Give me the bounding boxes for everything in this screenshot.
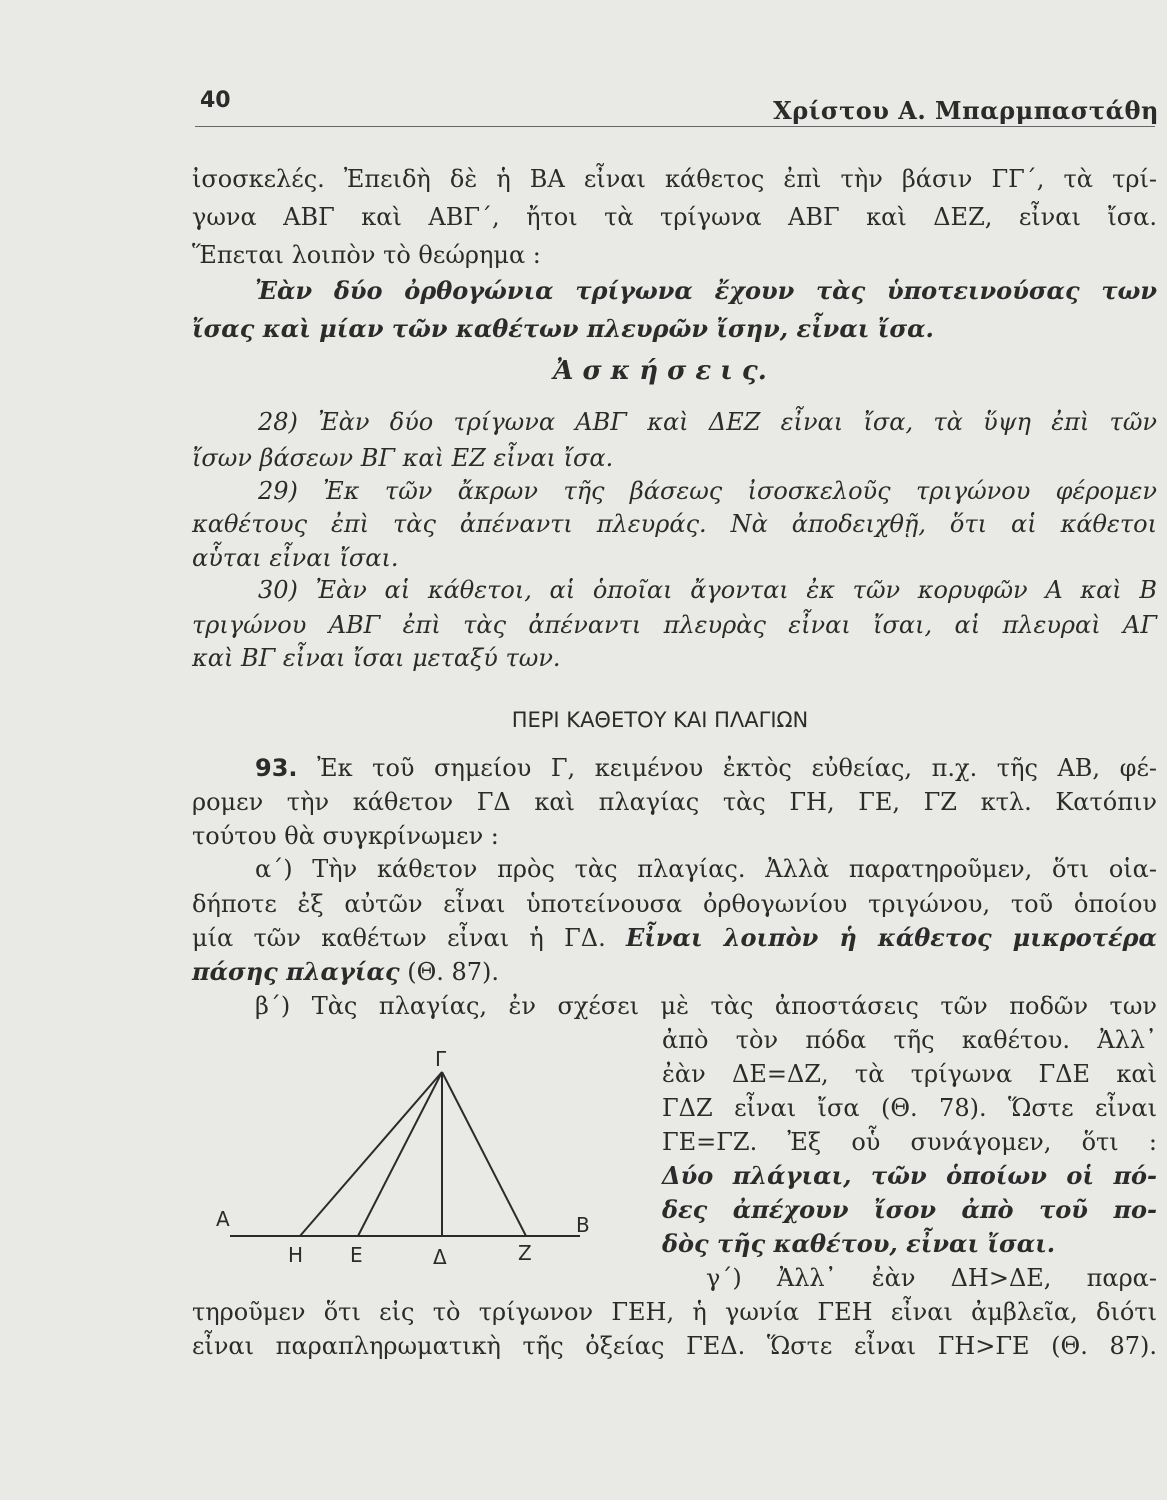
- emphasis-line: δες ἀπέχουν ἴσον ἀπὸ τοῦ πο-: [662, 1195, 1157, 1224]
- emphasis-line: Δύο πλάγιαι, τῶν ὁποίων οἱ πό-: [662, 1161, 1157, 1190]
- exercise-line: 30) Ἐὰν αἱ κάθετοι, αἱ ὁποῖαι ἄγονται ἐκ τῶν κορυφῶν Α καὶ Β: [258, 576, 1157, 604]
- para-line: ΓΔΖ εἶναι ἴσα (Θ. 78). Ὥστε εἶναι: [662, 1094, 1157, 1122]
- exercise-line: καθέτους ἐπὶ τὰς ἀπέναντι πλευράς. Νὰ ἀποδειχθῇ, ὅτι αἱ κάθετοι: [192, 510, 1157, 538]
- theorem-line: ἴσας καὶ μίαν τῶν καθέτων πλευρῶν ἴσην, εἶναι ἴσα.: [192, 314, 934, 343]
- exercise-line: τριγώνου ΑΒΓ ἐπὶ τὰς ἀπέναντι πλευρὰς εἶναι ἴσαι, αἱ πλευραὶ ΑΓ: [192, 611, 1157, 639]
- running-title: Χρίστου Α. Μπαρμπαστάθη: [773, 96, 1159, 125]
- para-line: γ΄) Ἀλλ᾽ ἐὰν ΔΗ>ΔΕ, παρα-: [706, 1264, 1157, 1292]
- section-heading: ΠΕΡΙ ΚΑΘΕΤΟΥ ΚΑΙ ΠΛΑΓΙΩΝ: [511, 708, 809, 732]
- para-line: ΓΕ=ΓΖ. Ἐξ οὗ συνάγομεν, ὅτι :: [662, 1128, 1157, 1156]
- label-B: Β: [576, 1213, 590, 1237]
- para-line: ρομεν τὴν κάθετον ΓΔ καὶ πλαγίας τὰς ΓΗ, ΓΕ, ΓΖ κτλ. Κατόπιν: [192, 788, 1157, 816]
- emphasis-text: πάσης πλαγίας: [192, 957, 400, 986]
- para-line: ἀπὸ τὸν πόδα τῆς καθέτου. Ἀλλ᾽: [662, 1026, 1157, 1054]
- label-Z: Ζ: [518, 1241, 532, 1265]
- label-A: Α: [216, 1207, 230, 1231]
- para-line: ἐὰν ΔΕ=ΔΖ, τὰ τρίγωνα ΓΔΕ καὶ: [662, 1060, 1157, 1088]
- theorem-line: Ἐὰν δύο ὀρθογώνια τρίγωνα ἔχουν τὰς ὑποτεινούσας των: [255, 276, 1157, 305]
- exercises-title: Ἀ σ κ ή σ ε ι ς.: [553, 356, 767, 386]
- label-H: Η: [288, 1243, 304, 1267]
- emphasis-text: Εἶναι λοιπὸν ἡ κάθετος μικροτέρα: [626, 923, 1157, 952]
- para-line: τούτου θὰ συγκρίνωμεν :: [192, 822, 499, 850]
- label-E: Ε: [350, 1243, 363, 1267]
- para-text: μία τῶν καθέτων εἶναι ἡ ΓΔ.: [192, 924, 606, 952]
- para-line: α΄) Τὴν κάθετον πρὸς τὰς πλαγίας. Ἀλλὰ παρατηροῦμεν, ὅτι οἱα-: [255, 855, 1157, 883]
- para-line: τηροῦμεν ὅτι εἰς τὸ τρίγωνον ΓΕΗ, ἡ γωνία ΓΕΗ εἶναι ἀμβλεῖα, διότι: [192, 1298, 1157, 1326]
- text-line: ἰσοσκελές. Ἐπειδὴ δὲ ἡ ΒΑ εἶναι κάθετος ἐπὶ τὴν βάσιν ΓΓ΄, τὰ τρί-: [192, 165, 1157, 193]
- perpendicular-obliques-figure: [200, 1040, 620, 1280]
- oblique-GZ: [442, 1072, 526, 1236]
- emphasis-line: δὸς τῆς καθέτου, εἶναι ἴσαι.: [662, 1229, 1056, 1258]
- page-number: 40: [200, 88, 231, 113]
- label-D: Δ: [433, 1245, 447, 1269]
- para-line: β΄) Τὰς πλαγίας, ἐν σχέσει μὲ τὰς ἀποστάσεις τῶν ποδῶν των: [255, 992, 1157, 1020]
- exercise-line: 29) Ἐκ τῶν ἄκρων τῆς βάσεως ἰσοσκελοῦς τριγώνου φέρομεν: [258, 477, 1157, 505]
- label-G: Γ: [435, 1047, 447, 1071]
- exercise-line: καὶ ΒΓ εἶναι ἴσαι μεταξύ των.: [192, 644, 561, 672]
- para-93-line: [255, 756, 1157, 780]
- para-number: 93.: [255, 754, 298, 782]
- para-text: (Θ. 87).: [407, 958, 500, 986]
- para-line: εἶναι παραπληρωματικὴ τῆς ὀξείας ΓΕΔ. Ὥστε εἶναι ΓΗ>ΓΕ (Θ. 87).: [192, 1332, 1157, 1360]
- para-line: δήποτε ἐξ αὐτῶν εἶναι ὑποτείνουσα ὀρθογωνίου τριγώνου, τοῦ ὁποίου: [192, 890, 1157, 918]
- text-line: γωνα ΑΒΓ καὶ ΑΒΓ΄, ἤτοι τὰ τρίγωνα ΑΒΓ καὶ ΔΕΖ, εἶναι ἴσα.: [192, 203, 1157, 231]
- exercise-line: αὗται εἶναι ἴσαι.: [192, 544, 399, 572]
- para-line: [192, 923, 1157, 952]
- para-text: Ἐκ τοῦ σημείου Γ, κειμένου ἐκτὸς εὐθείας, π.χ. τῆς ΑΒ, φέ-: [317, 754, 1157, 782]
- exercise-line: ἴσων βάσεων ΒΓ καὶ ΕΖ εἶναι ἴσα.: [192, 444, 614, 472]
- exercise-line: 28) Ἐὰν δύο τρίγωνα ΑΒΓ καὶ ΔΕΖ εἶναι ἴσα, τὰ ὕψη ἐπὶ τῶν: [258, 408, 1157, 436]
- para-line: [192, 957, 1157, 986]
- header-rule: [195, 126, 1155, 127]
- text-line: Ἕπεται λοιπὸν τὸ θεώρημα :: [192, 241, 541, 269]
